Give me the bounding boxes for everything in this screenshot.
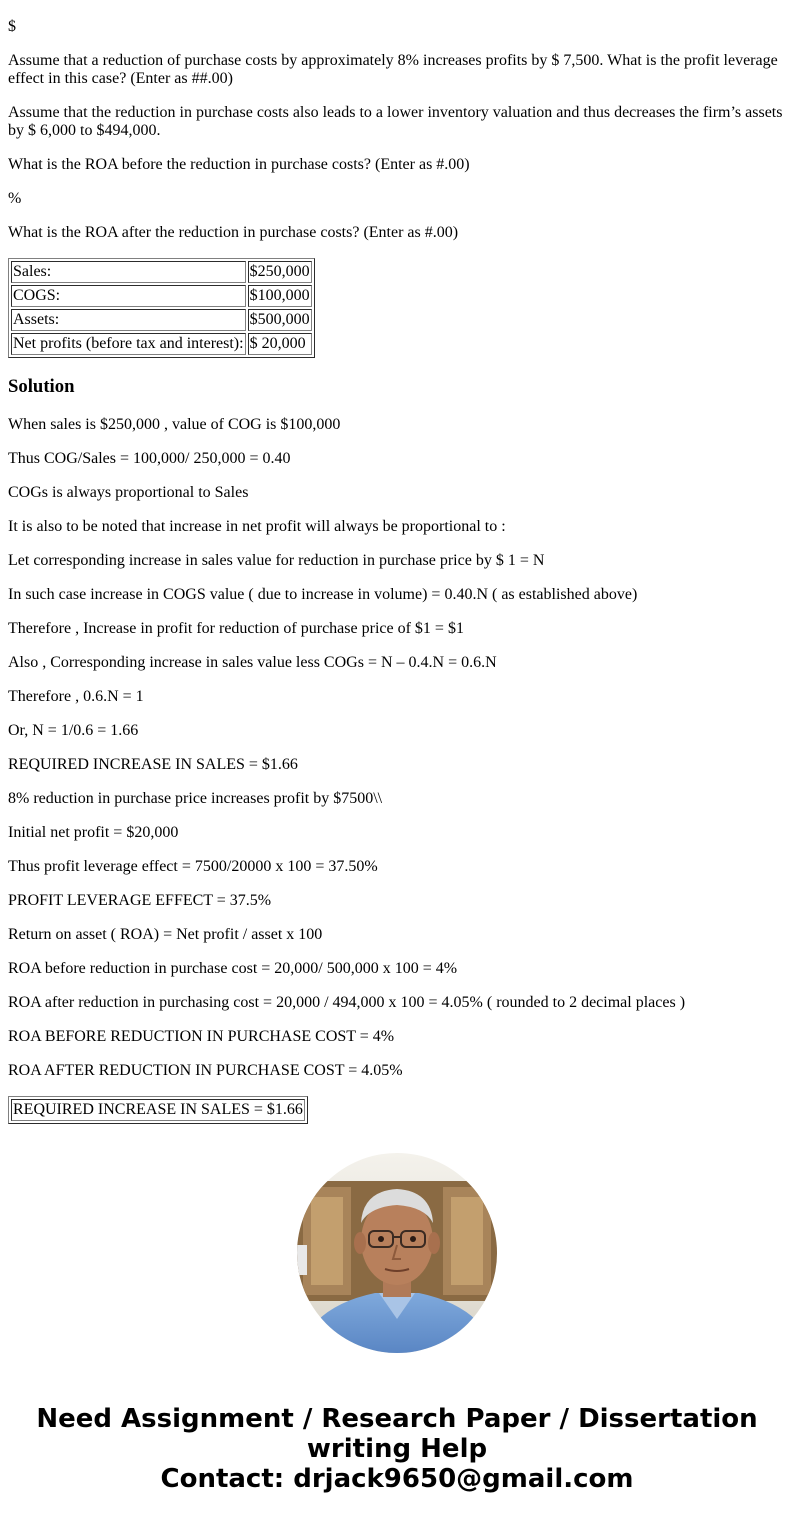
solution-line: Initial net profit = $20,000: [8, 824, 179, 841]
row-label: Sales:: [11, 261, 246, 283]
financials-table: [8, 258, 315, 358]
footer-line: Need Assignment / Research Paper / Dissertation: [36, 1404, 758, 1434]
solution-line: When sales is $250,000 , value of COG is $100,000: [8, 416, 341, 433]
solution-line: REQUIRED INCREASE IN SALES = $1.66: [8, 756, 298, 773]
solution-line: 8% reduction in purchase price increases profit by $7500\\: [8, 790, 383, 807]
tutor-photo: [297, 1153, 497, 1353]
table-row: [11, 285, 312, 307]
solution-line: Thus profit leverage effect = 7500/20000 x 100 = 37.50%: [8, 858, 378, 875]
solution-line: Therefore , 0.6.N = 1: [8, 688, 144, 705]
solution-line: Let corresponding increase in sales value for reduction in purchase price by $ 1 = N: [8, 552, 545, 569]
row-value: $100,000: [248, 285, 312, 307]
cut-off-line: [8, 0, 786, 2]
row-label: Net profits (before tax and interest):: [11, 333, 246, 355]
contact-line: Contact: drjack9650@gmail.com: [160, 1464, 634, 1494]
percent-prompt: %: [8, 190, 22, 207]
solution-line: In such case increase in COGS value ( due to increase in volume) = 0.40.N ( as established above): [8, 586, 638, 603]
solution-line: Return on asset ( ROA) = Net profit / asset x 100: [8, 926, 323, 943]
footer-banner: [0, 1404, 794, 1494]
table-row: [11, 261, 312, 283]
solution-line: ROA AFTER REDUCTION IN PURCHASE COST = 4.05%: [8, 1062, 403, 1079]
row-value: $500,000: [248, 309, 312, 331]
solution-line: ROA BEFORE REDUCTION IN PURCHASE COST = 4%: [8, 1028, 395, 1045]
solution-line: ROA after reduction in purchasing cost = 20,000 / 494,000 x 100 = 4.05% ( rounded to 2 decimal places ): [8, 994, 686, 1011]
solution-line: ROA before reduction in purchase cost = 20,000/ 500,000 x 100 = 4%: [8, 960, 458, 977]
table-row: [11, 1099, 305, 1121]
table-row: [11, 333, 312, 355]
table-row: [11, 309, 312, 331]
solution-line: Or, N = 1/0.6 = 1.66: [8, 722, 139, 739]
document-body: [8, 0, 786, 1136]
solution-line: PROFIT LEVERAGE EFFECT = 37.5%: [8, 892, 272, 909]
solution-line: Thus COG/Sales = 100,000/ 250,000 = 0.40: [8, 450, 291, 467]
row-label: COGS:: [11, 285, 246, 307]
solution-line: It is also to be noted that increase in net profit will always be proportional to :: [8, 518, 506, 535]
solution-line: COGs is always proportional to Sales: [8, 484, 249, 501]
solution-line: Also , Corresponding increase in sales value less COGs = N – 0.4.N = 0.6.N: [8, 654, 497, 671]
answer-box: [8, 1096, 308, 1124]
dollar-prompt: $: [8, 18, 16, 35]
solution-heading: Solution: [8, 376, 75, 397]
question-leverage: Assume that a reduction of purchase costs by approximately 8% increases profits by $ 7,500. What is the profit leverage effect in this case? (Enter as ##.00): [8, 52, 778, 87]
question-roa-after: What is the ROA after the reduction in purchase costs? (Enter as #.00): [8, 224, 459, 241]
question-assumption: Assume that the reduction in purchase costs also leads to a lower inventory valuation and thus decreases the firm’s assets by $ 6,000 to $494,000.: [8, 104, 783, 139]
solution-line: Therefore , Increase in profit for reduction of purchase price of $1 = $1: [8, 620, 464, 637]
row-value: $ 20,000: [248, 333, 312, 355]
avatar: [297, 1153, 497, 1353]
row-value: $250,000: [248, 261, 312, 283]
footer-line: writing Help: [306, 1434, 488, 1464]
answer-text: REQUIRED INCREASE IN SALES = $1.66: [11, 1099, 305, 1121]
question-roa-before: What is the ROA before the reduction in purchase costs? (Enter as #.00): [8, 156, 470, 173]
row-label: Assets:: [11, 309, 246, 331]
